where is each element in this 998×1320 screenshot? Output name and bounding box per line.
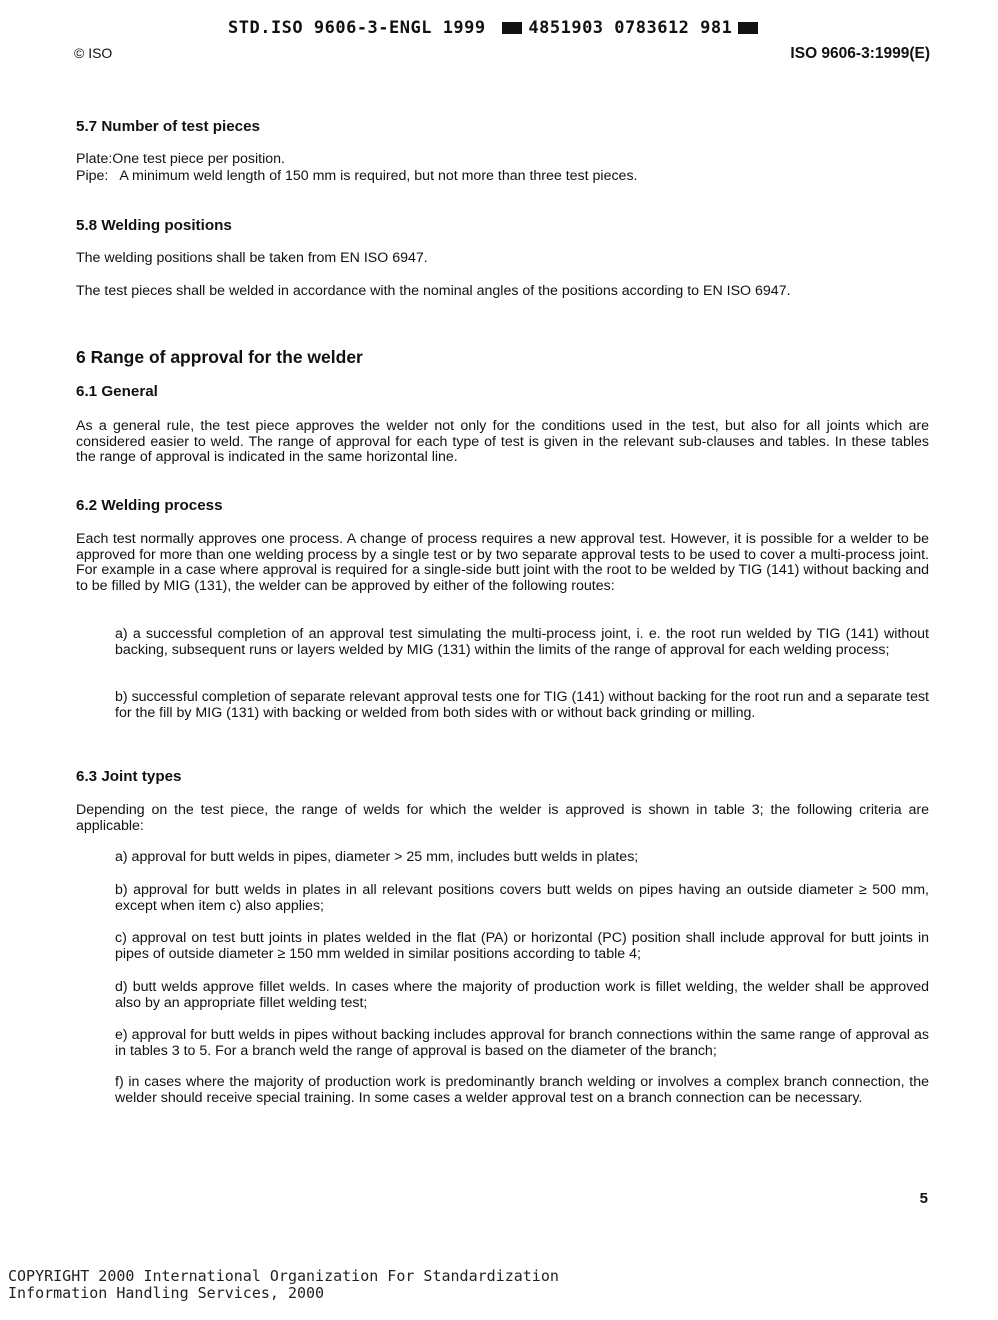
paragraph: Depending on the test piece, the range of welds for which the welder is approved is shown in table 3; the following criteria are applicable:: [76, 802, 929, 834]
heading-5-8: 5.8 Welding positions: [76, 217, 232, 234]
heading-6-2: 6.2 Welding process: [76, 497, 223, 514]
footer-line-2: Information Handling Services, 2000: [8, 1284, 325, 1302]
list-item: a) a successful completion of an approval test simulating the multi-process joint, i. e. the root run welded by TIG (141) without backing, subsequent runs or layers welded by MIG (131) within the limits of the range of approval for each welding process;: [115, 626, 929, 658]
list-item: e) approval for butt welds in pipes without backing includes approval for branch connections within the same range of approval as in tables 3 to 5. For a branch weld the range of approval is based on the diameter of the branch;: [115, 1027, 929, 1059]
list-item: b) approval for butt welds in plates in all relevant positions covers butt welds on pipes having an outside diameter ≥ 500 mm, except when item c) also applies;: [115, 882, 929, 914]
stamp-left: STD.ISO 9606-3-ENGL 1999: [228, 18, 486, 38]
stamp-mid: 4851903 0783612 981: [528, 18, 733, 38]
stamp-block: [738, 22, 758, 34]
heading-5-7: 5.7 Number of test pieces: [76, 118, 261, 135]
list-item: f) in cases where the majority of production work is predominantly branch welding or involves a complex branch connection, the welder should receive special training. In some cases a welder approval test on a branch connection can be necessary.: [115, 1074, 929, 1106]
list-item: c) approval on test butt joints in plates welded in the flat (PA) or horizontal (PC) position shall include approval for butt joints in pipes of outside diameter ≥ 150 mm welded in similar positions according to table 4;: [115, 930, 929, 962]
heading-6-1: 6.1 General: [76, 383, 158, 400]
document-stamp: [228, 18, 764, 38]
paragraph: The test pieces shall be welded in accordance with the nominal angles of the positions according to EN ISO 6947.: [76, 283, 791, 299]
paragraph: Plate:One test piece per position.: [76, 151, 285, 167]
list-item: a) approval for butt welds in pipes, diameter > 25 mm, includes butt welds in plates;: [115, 849, 639, 865]
page-number: 5: [919, 1190, 928, 1207]
stamp-block: [502, 22, 522, 34]
paragraph: Pipe: A minimum weld length of 150 mm is required, but not more than three test pieces.: [76, 168, 638, 184]
paragraph: As a general rule, the test piece approves the welder not only for the conditions used in the test, but also for all joints which are considered easier to weld. The range of approval for each type of test is given in the relevant sub-clauses and tables. In these tables the range of approval is indicated in the same horizontal line.: [76, 418, 929, 465]
copyright-label: © ISO: [74, 45, 113, 61]
footer-line-1: COPYRIGHT 2000 International Organization For Standardization: [8, 1267, 559, 1285]
list-item: b) successful completion of separate relevant approval tests one for TIG (141) without backing for the root run and a separate test for the fill by MIG (131) with backing or welded from both sides with or without back grinding or milling.: [115, 689, 929, 721]
paragraph: Each test normally approves one process. A change of process requires a new approval test. However, it is possible for a welder to be approved for more than one welding process by a single test or by two separate approval tests to be used to cover a multi-process joint. For example in a case where approval is required for a single-side butt joint with the root to be welded by TIG (141) without backing and to be filled by MIG (131), the welder can be approved by either of the following routes:: [76, 531, 929, 594]
heading-6-3: 6.3 Joint types: [76, 768, 182, 785]
paragraph: The welding positions shall be taken from EN ISO 6947.: [76, 250, 428, 266]
heading-6: 6 Range of approval for the welder: [76, 347, 363, 367]
document-id: ISO 9606-3:1999(E): [790, 45, 930, 62]
list-item: d) butt welds approve fillet welds. In cases where the majority of production work is fillet welding, the welder shall be approved also by an appropriate fillet welding test;: [115, 979, 929, 1011]
